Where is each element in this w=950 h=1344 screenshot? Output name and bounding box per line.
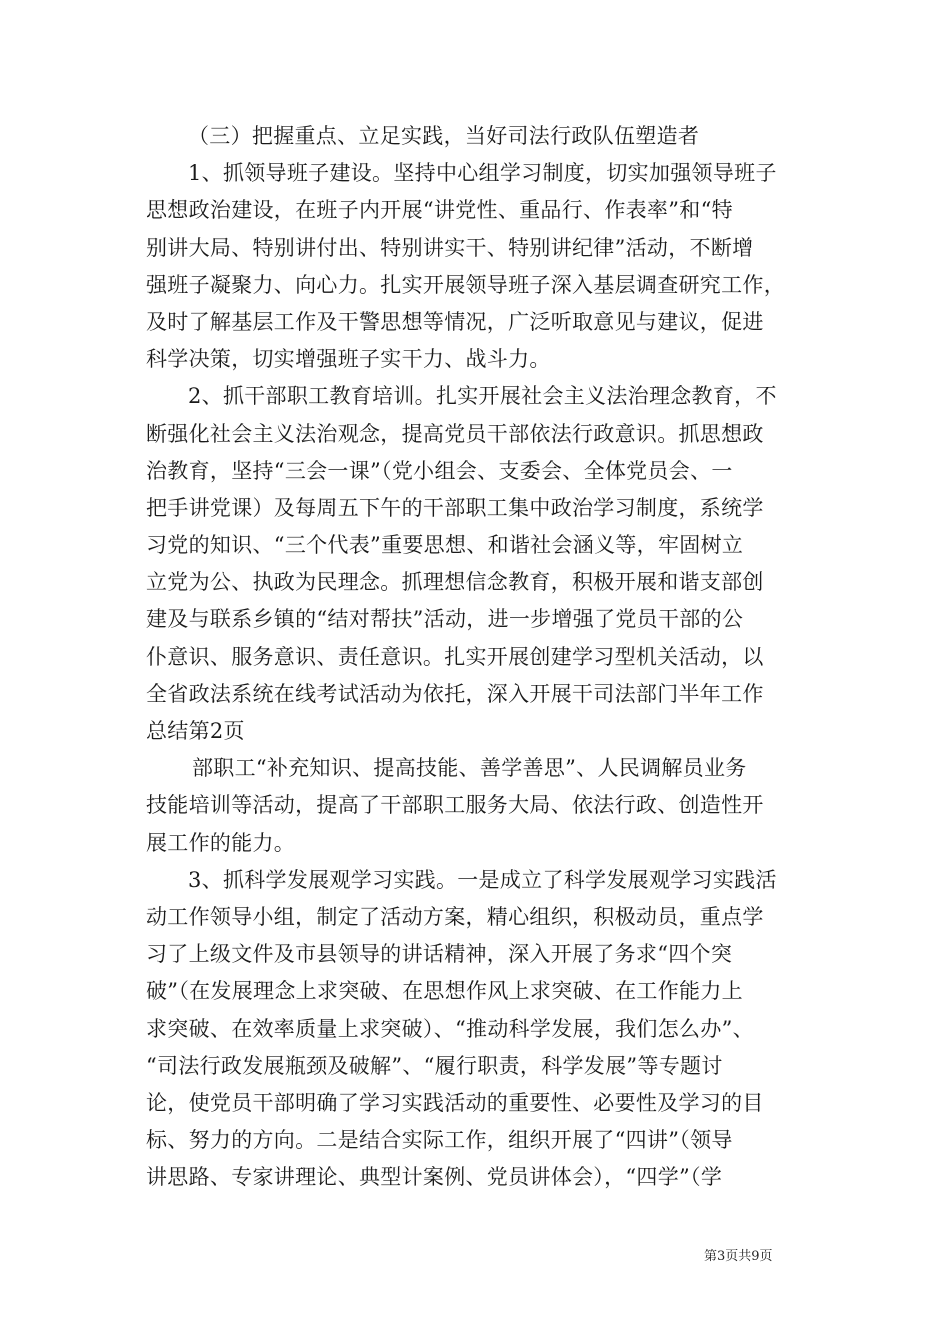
paragraph-line: 部职工“补充知识、提高技能、善学善思”、人民调解员业务 [192,756,747,781]
paragraph-line: 论，使党员干部明确了学习实践活动的重要性、必要性及学习的目 [146,1090,764,1115]
paragraph-line: 强班子凝聚力、向心力。扎实开展领导班子深入基层调查研究工作， [146,272,785,297]
paragraph-line: 技能培训等活动，提高了干部职工服务大局、依法行政、创造性开 [146,793,764,818]
page-number: 第3页共9页 [704,1249,773,1264]
paragraph-line: 建及与联系乡镇的“结对帮扶”活动，进一步增强了党员干部的公 [146,607,744,632]
paragraph-line: 别讲大局、特别讲付出、特别讲实干、特别讲纪律”活动，不断增 [146,235,754,260]
paragraph-line: 习党的知识、“三个代表”重要思想、和谐社会涵义等，牢固树立 [146,533,744,558]
paragraph-line: 3、抓科学发展观学习实践。一是成立了科学发展观学习实践活 [188,867,777,892]
paragraph-line: 求突破、在效率质量上求突破）、“推动科学发展，我们怎么办”、 [146,1016,754,1041]
paragraph-line: 动工作领导小组，制定了活动方案，精心组织，积极动员，重点学 [146,904,764,929]
paragraph-line: 思想政治建设，在班子内开展“讲党性、重品行、作表率”和“特 [146,198,733,223]
paragraph-line: 全省政法系统在线考试活动为依托，深入开展干司法部门半年工作 [146,681,764,706]
paragraph-line: 断强化社会主义法治观念，提高党员干部依法行政意识。抓思想政 [146,421,764,446]
paragraph-line: 科学决策，切实增强班子实干力、战斗力。 [146,347,551,372]
paragraph-line: 标、努力的方向。二是结合实际工作，组织开展了“四讲”（领导 [146,1128,733,1153]
paragraph-line: 讲思路、专家讲理论、典型计案例、党员讲体会），“四学”（学 [146,1165,723,1190]
paragraph-line: 破”（在发展理念上求突破、在思想作风上求突破、在工作能力上 [146,979,743,1004]
paragraph-line: 习了上级文件及市县领导的讲话精神，深入开展了务求“四个突 [146,942,733,967]
paragraph-line: 总结第2页 [146,719,245,743]
paragraph-line: “司法行政发展瓶颈及破解”、“履行职责，科学发展”等专题讨 [146,1053,723,1078]
paragraph-line: 2、抓干部职工教育培训。扎实开展社会主义法治理念教育，不 [188,384,777,409]
section-heading: （三）把握重点、立足实践，当好司法行政队伍塑造者 [188,124,700,148]
paragraph-line: 仆意识、服务意识、责任意识。扎实开展创建学习型机关活动，以 [146,644,764,669]
paragraph-line: 把手讲党课）及每周五下午的干部职工集中政治学习制度，系统学 [146,495,764,520]
paragraph-line: 1、抓领导班子建设。坚持中心组学习制度，切实加强领导班子 [188,161,777,186]
paragraph-line: 立党为公、执政为民理念。抓理想信念教育，积极开展和谐支部创 [146,570,764,595]
body-text [146,118,826,1196]
paragraph-line: 治教育，坚持“三会一课”（党小组会、支委会、全体党员会、一 [146,458,733,483]
paragraph-line: 及时了解基层工作及干警思想等情况，广泛听取意见与建议，促进 [146,309,764,334]
paragraph-line: 展工作的能力。 [146,830,296,855]
